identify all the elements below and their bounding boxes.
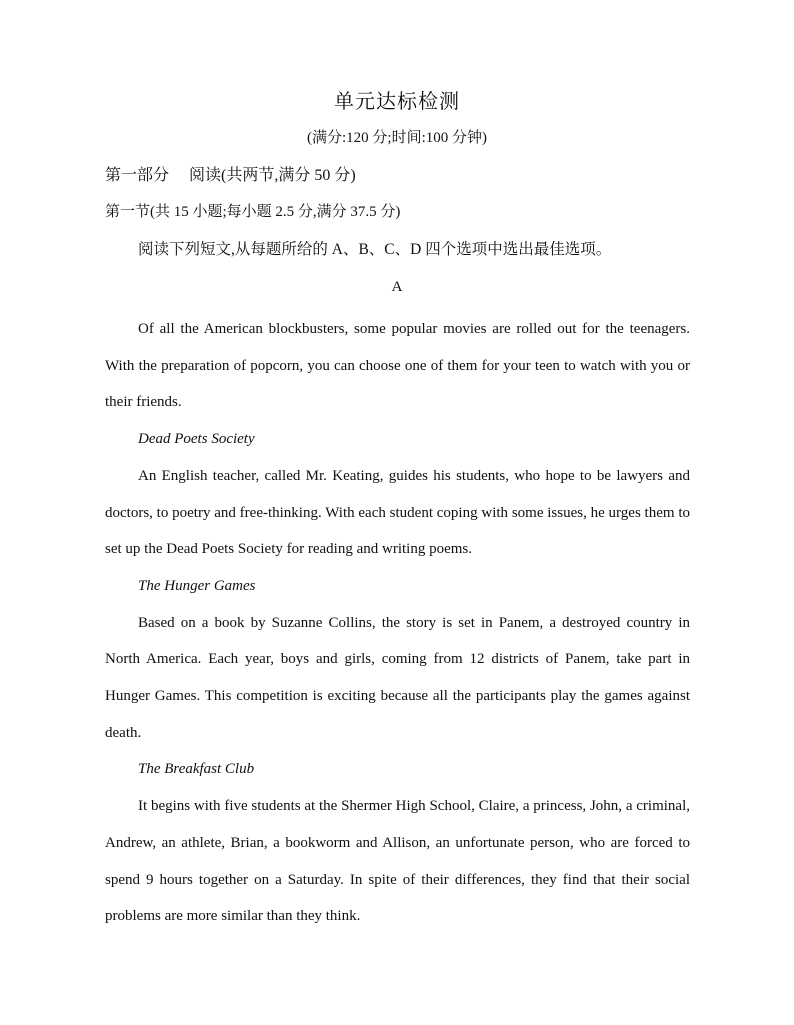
passage-intro: Of all the American blockbusters, some popular movies are rolled out for the teenagers. With the preparation of popcorn, you can choose one of them for your teen to watch with you or their friends. [105, 321, 690, 411]
page-title: 单元达标检测 [334, 91, 460, 113]
movie-description: Based on a book by Suzanne Collins, the story is set in Panem, a destroyed country in North America. Each year, boys and girls, coming from 12 districts of Panem, take part in Hunger Games. This competition is exciting because all the participants play the games against death. [105, 614, 690, 741]
movie-title: The Breakfast Club [138, 761, 255, 778]
passage-body [105, 311, 690, 935]
part-heading [105, 165, 356, 187]
movie-title: The Hunger Games [138, 577, 256, 594]
passage-label: A [391, 279, 403, 295]
movie-title: Dead Poets Society [138, 431, 255, 448]
instruction-text: 阅读下列短文,从每题所给的 A、B、C、D 四个选项中选出最佳选项。 [138, 241, 612, 258]
movie-description: It begins with five students at the Shermer High School, Claire, a princess, John, a criminal, Andrew, an athlete, Brian, a bookworm and Allison, an unfortunate person, who are forced to spend 9 hours together on a Saturday. In spite of their differences, they find that their social problems are more similar than they think. [105, 798, 690, 925]
part-description: 阅读(共两节,满分 50 分) [189, 167, 356, 184]
movie-description: An English teacher, called Mr. Keating, guides his students, who hope to be lawyers and doctors, to poetry and free-thinking. With each student coping with some issues, he urges them to set up the Dead Poets Society for reading and writing poems. [105, 467, 690, 558]
section-heading: 第一节(共 15 小题;每小题 2.5 分,满分 37.5 分) [105, 204, 401, 220]
exam-info: (满分:120 分;时间:100 分钟) [307, 130, 487, 146]
part-name: 第一部分 [105, 167, 170, 184]
